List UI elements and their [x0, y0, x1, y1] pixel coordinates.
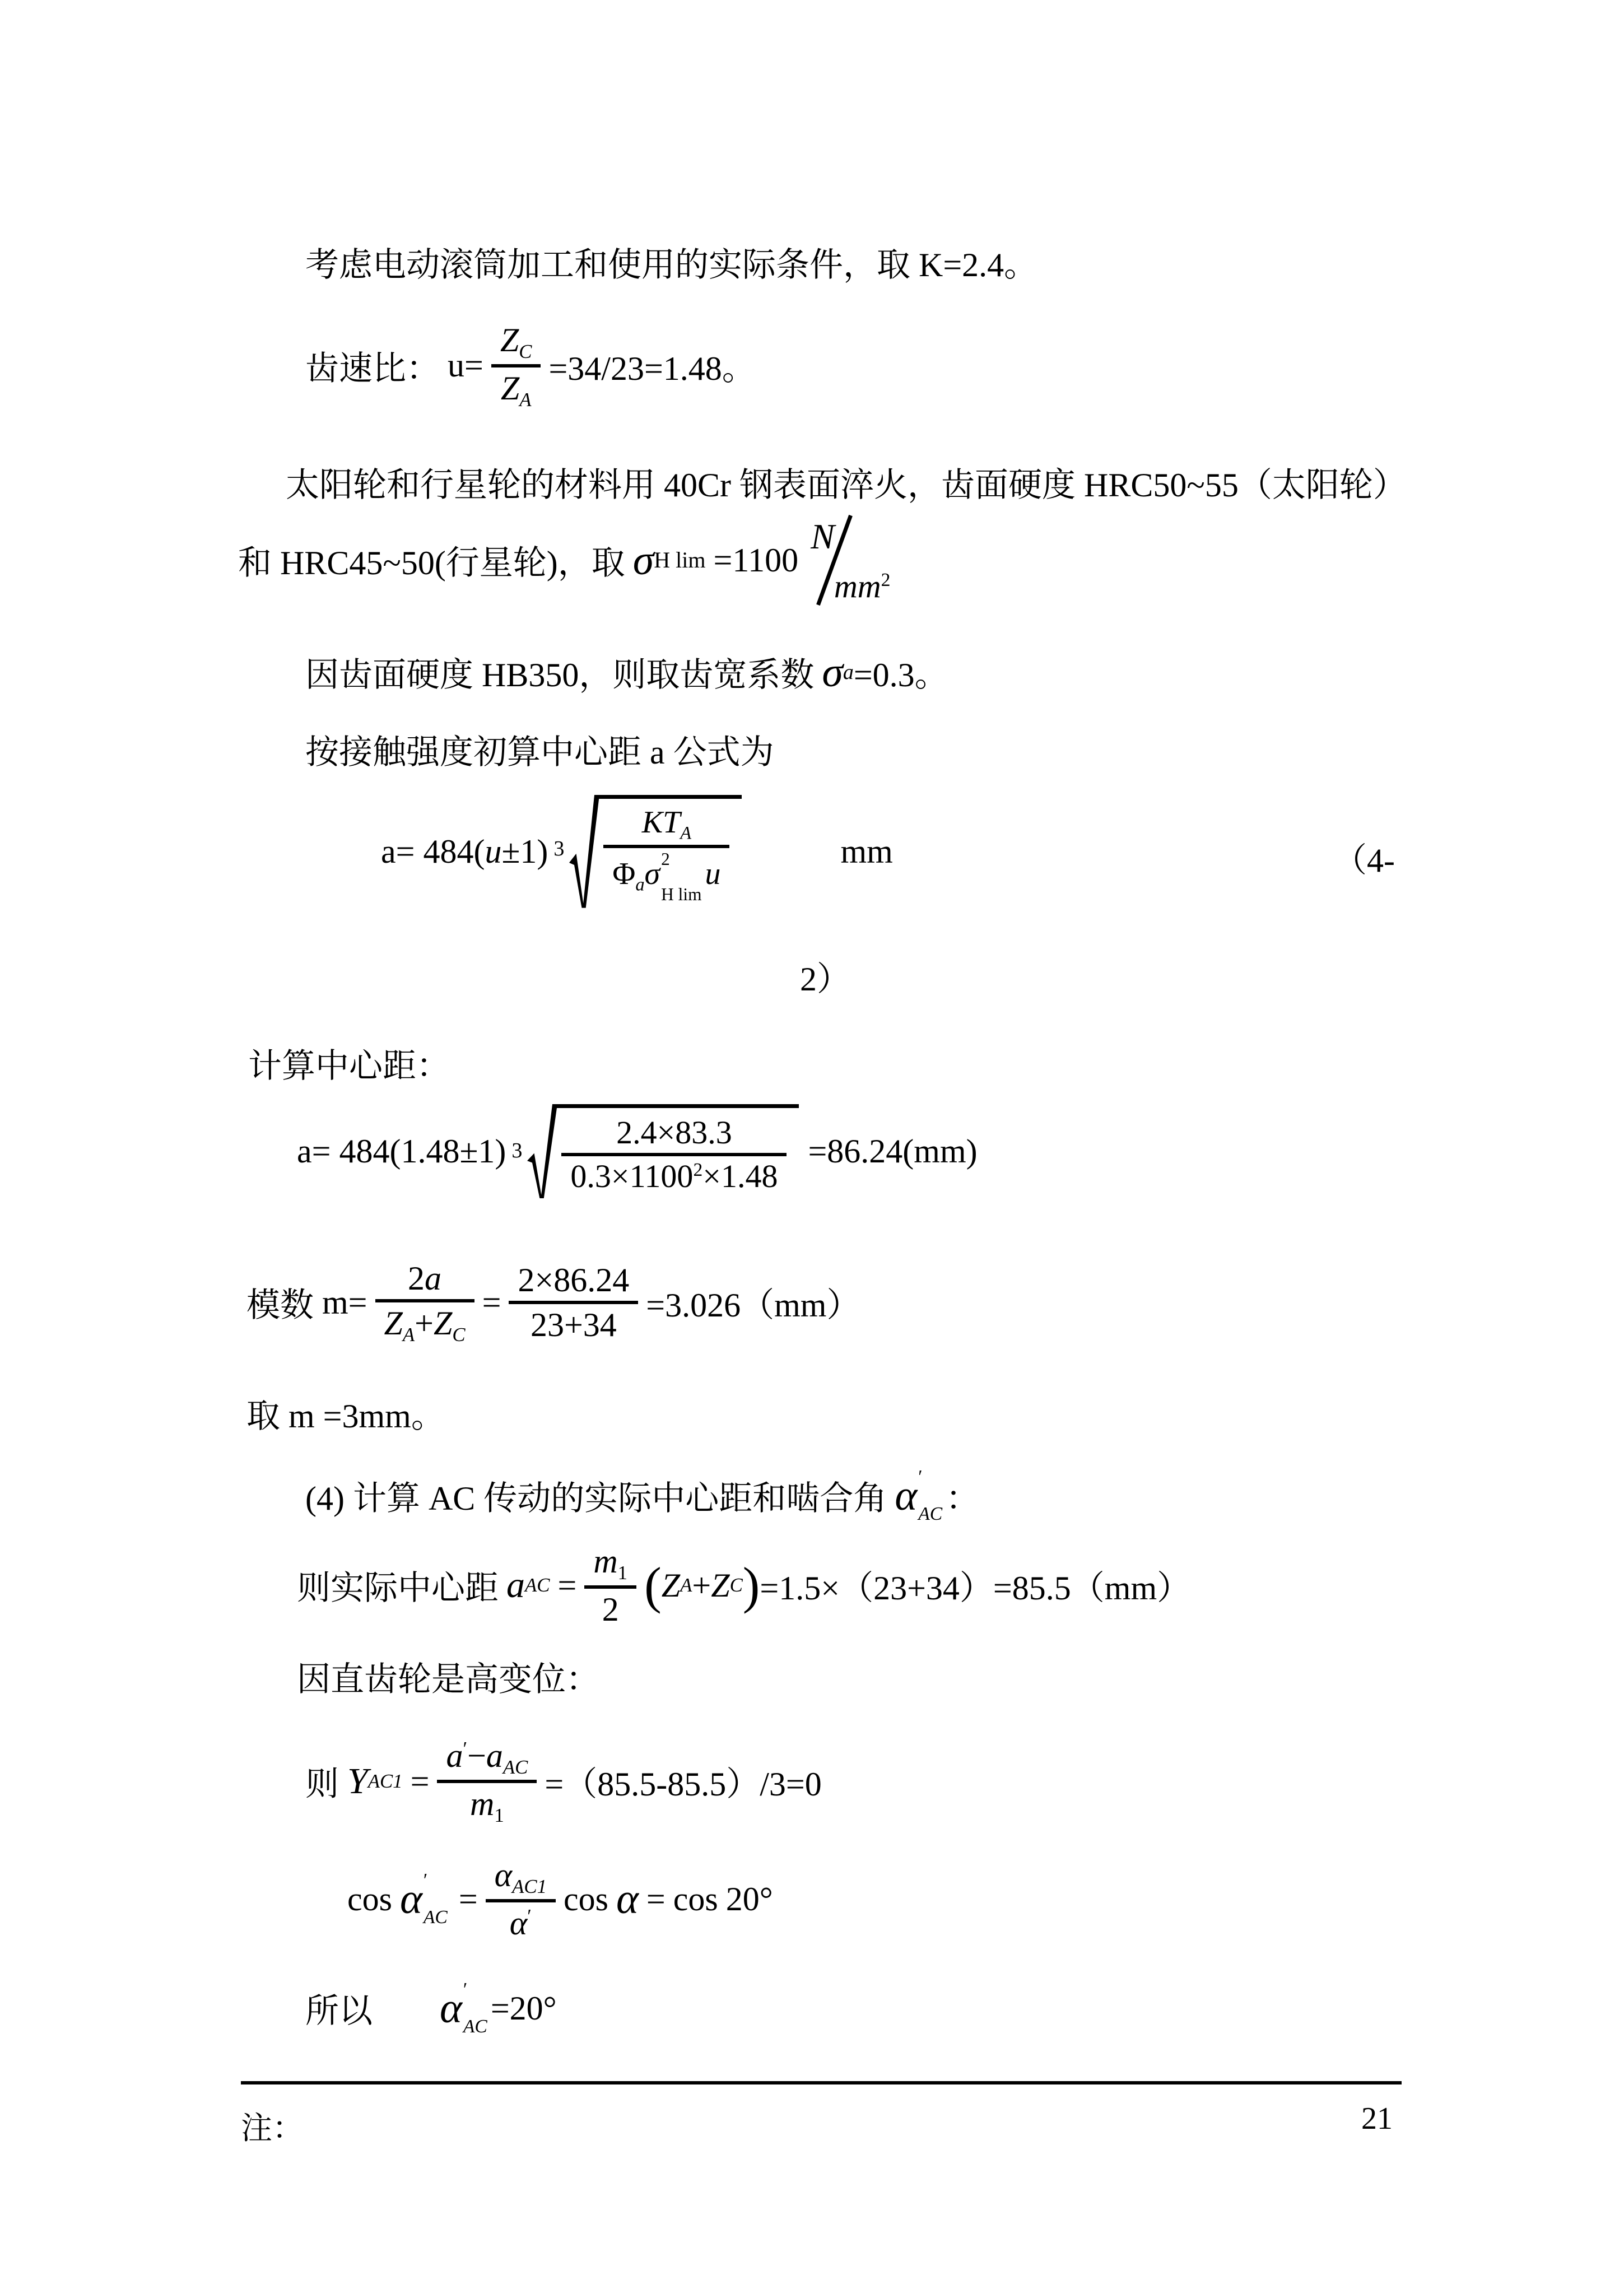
z2-sub: C	[452, 1324, 466, 1346]
width-coeff-pre: 因齿面硬度 HB350，则取齿宽系数	[305, 657, 815, 694]
width-coeff-post: =0.3。	[853, 657, 948, 694]
step4-post: ：	[946, 1480, 980, 1517]
unit-numerator: N	[811, 517, 835, 556]
a-prime: ′	[463, 1738, 468, 1760]
unit-mm: mm	[834, 567, 881, 604]
alpha1-sub: AC	[423, 1907, 448, 1928]
sigma-a-symbol: σ	[822, 648, 843, 696]
alpha-sub: AC	[463, 2016, 487, 2037]
conclusion-rhs: =20°	[490, 1989, 557, 2027]
module-fraction-2	[509, 1259, 638, 1346]
num-var: a	[425, 1260, 442, 1297]
sigma-supsub	[661, 850, 701, 904]
alpha-symbol: α	[895, 1472, 918, 1519]
a-ac-sub: AC	[525, 1574, 550, 1596]
m-base: m	[593, 1543, 618, 1580]
root-index: 3	[553, 836, 565, 860]
num-coef: 2	[408, 1260, 425, 1297]
alpha-supsub	[463, 1980, 487, 2036]
module-fraction-1	[375, 1258, 474, 1347]
formula-pm: ±1)	[501, 832, 548, 870]
angle-value: 20°	[725, 1880, 773, 1918]
y-calc-pre: 则	[305, 1766, 347, 1803]
module-choice	[246, 1389, 445, 1437]
sigma-hlim-value: =1100	[713, 541, 799, 579]
footer-divider	[241, 2081, 1402, 2084]
cube-root	[550, 795, 742, 908]
m1-over-2-fraction	[584, 1541, 636, 1630]
y-eq: =	[410, 1762, 430, 1800]
gear-ratio-lhs: u=	[448, 347, 483, 384]
formula-lhs: a=	[381, 832, 424, 870]
a-prime-base: a	[446, 1737, 463, 1775]
fraction-denominator	[561, 1156, 787, 1197]
alpha-ac1-sub: AC1	[512, 1876, 547, 1898]
z1-sub: A	[402, 1324, 415, 1346]
z2: Z	[434, 1305, 453, 1342]
module-lhs: m=	[322, 1283, 367, 1321]
unit-n-per-mm2	[811, 513, 890, 608]
material-line2	[238, 510, 890, 611]
alpha-symbol: α	[440, 1984, 462, 2032]
width-coeff-line	[305, 641, 948, 703]
alpha-sub: AC	[918, 1504, 943, 1524]
gear-ratio-line	[305, 297, 756, 434]
cube-root	[508, 1104, 799, 1199]
paragraph-condition	[305, 238, 1037, 286]
alpha1-supsub	[424, 1871, 448, 1927]
cos-calc-line	[347, 1837, 773, 1961]
actual-center-pre: 则实际中心距	[297, 1570, 499, 1607]
alpha2: α	[616, 1875, 639, 1923]
m1-sub: 1	[494, 1804, 504, 1827]
z2-sub: C	[729, 1574, 743, 1596]
conclusion-pre: 所以	[305, 1993, 373, 2030]
fraction-numerator	[486, 1854, 556, 1899]
unit-denominator	[834, 567, 891, 605]
gear-ratio-label: 齿速比：	[305, 350, 440, 387]
equation-number-open	[1333, 834, 1395, 882]
fraction-numerator	[437, 1735, 537, 1780]
minus: −	[467, 1737, 486, 1775]
y-base: Y	[347, 1761, 368, 1802]
fraction-denominator	[461, 1783, 513, 1828]
material-line1-text: 太阳轮和行星轮的材料用 40Cr 钢表面淬火，齿面硬度 HRC50~55（太阳轮）	[286, 467, 1407, 504]
den-pre: 0.3×1100	[570, 1157, 694, 1194]
unit-exponent: 2	[881, 569, 891, 590]
fraction-numerator	[584, 1541, 636, 1585]
fraction-denominator	[603, 848, 729, 906]
fraction-numerator: 2.4×83.3	[616, 1114, 732, 1151]
den-post: ×1.48	[702, 1157, 778, 1194]
kta-sub: A	[680, 823, 692, 844]
paren-open: (	[644, 1557, 662, 1614]
kta-base: KT	[641, 805, 681, 840]
calc-pm: ±1)	[459, 1132, 506, 1170]
sigma-symbol: σ	[644, 857, 660, 892]
cos2: cos	[564, 1880, 609, 1918]
formula-intro-text: 按接触强度初算中心距 a 公式为	[305, 734, 774, 771]
formula-var-u: u	[485, 832, 502, 870]
gear-ratio-rhs: =34/23=1.48。	[548, 350, 756, 387]
sigma-a-sub: a	[843, 660, 854, 684]
radicand	[598, 795, 742, 908]
calc-coef: 484(1.48	[339, 1132, 460, 1170]
eqno-close-text: 2）	[800, 961, 850, 998]
module-rhs: =3.026（mm）	[646, 1287, 860, 1324]
phi-symbol: Φ	[612, 857, 636, 892]
den-u: u	[705, 857, 721, 892]
center-distance-calc	[297, 1084, 978, 1218]
actual-center-eq: =	[557, 1566, 577, 1604]
m-sub: 1	[617, 1562, 628, 1584]
alpha-prime: ′	[918, 1467, 923, 1488]
plus: +	[692, 1566, 711, 1604]
z2: Z	[711, 1566, 730, 1604]
material-line2-pre: 和 HRC45~50(行星轮)，取	[238, 545, 625, 581]
fraction-denominator	[492, 367, 541, 412]
z1-sub: A	[680, 1574, 692, 1596]
za-base: Z	[500, 369, 520, 407]
fraction-numerator: 2×86.24	[518, 1262, 630, 1299]
center-distance-formula	[381, 781, 893, 922]
high-shift-note	[297, 1653, 599, 1701]
actual-center-line	[297, 1524, 1190, 1647]
paren-close: )	[742, 1557, 760, 1614]
page-number-text: 21	[1361, 2101, 1393, 2136]
y-rhs: =（85.5-85.5）/3=0	[545, 1766, 822, 1803]
z1: Z	[384, 1305, 403, 1342]
radicand-fraction	[561, 1113, 787, 1197]
cos-eq: =	[458, 1880, 478, 1918]
alpha-prime: ′	[463, 1979, 468, 2000]
module-calc-line	[246, 1241, 860, 1364]
paragraph-condition-text: 考虑电动滚筒加工和使用的实际条件，取 K=2.4。	[305, 246, 1038, 283]
a-ac-sub: AC	[502, 1756, 528, 1779]
alpha-prime-base: α	[509, 1904, 528, 1942]
equation-number-close	[800, 952, 850, 1001]
step4-heading	[305, 1459, 979, 1532]
step4-pre: (4) 计算 AC 传动的实际中心距和啮合角	[305, 1480, 887, 1517]
root-index: 3	[511, 1138, 523, 1162]
sigma-hlim-sub: H lim	[654, 547, 706, 573]
formula-intro	[305, 725, 774, 774]
formula-coef: 484(	[423, 832, 485, 870]
module-eq: =	[482, 1283, 501, 1321]
material-line1	[286, 458, 1407, 506]
calc-intro	[248, 1039, 450, 1087]
a-ac-base: a	[506, 1565, 525, 1606]
gear-ratio-fraction	[491, 319, 541, 412]
fraction-denominator: 2	[602, 1590, 619, 1628]
cos-fraction	[486, 1854, 556, 1944]
phi-sub: a	[635, 874, 645, 895]
conclusion-line	[305, 1972, 557, 2045]
fraction-denominator	[501, 1902, 541, 1944]
cos1: cos	[347, 1880, 392, 1918]
module-choice-text: 取 m =3mm。	[246, 1398, 445, 1435]
y-calc-line	[305, 1720, 822, 1843]
fraction-numerator	[633, 803, 700, 845]
zc-sub: C	[519, 340, 532, 362]
calc-lhs: a=	[297, 1132, 339, 1170]
fraction-numerator	[491, 319, 541, 364]
a-ac-base: a	[486, 1737, 503, 1775]
y-fraction	[437, 1735, 537, 1828]
module-label: 模数	[246, 1287, 322, 1324]
z1: Z	[661, 1566, 681, 1604]
fraction-numerator	[399, 1258, 450, 1299]
footer-note	[241, 2104, 304, 2148]
cos-eq2: =	[646, 1880, 666, 1918]
calc-intro-text: 计算中心距：	[248, 1048, 450, 1085]
sigma-hlim-symbol: σ	[632, 536, 654, 584]
cos3: cos	[673, 1880, 718, 1918]
den-exp: 2	[693, 1159, 703, 1180]
fraction-denominator: 23+34	[530, 1306, 617, 1343]
eqno-open-text: （4-	[1333, 842, 1395, 879]
formula-unit: mm	[840, 832, 893, 870]
radical-sign-icon	[569, 795, 599, 908]
actual-center-rhs: =1.5×（23+34）=85.5（mm）	[760, 1570, 1191, 1607]
alpha1-prime: ′	[423, 1870, 428, 1891]
alpha-ac1-base: α	[494, 1856, 513, 1894]
sigma-sup: 2	[661, 849, 670, 869]
radicand	[556, 1104, 799, 1199]
calc-rhs: =86.24(mm)	[808, 1132, 978, 1170]
sigma-sub: H lim	[661, 885, 702, 905]
footer-note-text: 注：	[241, 2111, 304, 2146]
plus: +	[415, 1305, 434, 1342]
alpha-supsub	[918, 1468, 942, 1523]
alpha1: α	[399, 1875, 422, 1923]
y-sub: AC1	[367, 1770, 403, 1792]
page-number	[1361, 2101, 1393, 2137]
high-shift-note-text: 因直齿轮是高变位：	[297, 1661, 599, 1698]
alpha-prime-mark: ′	[527, 1905, 532, 1928]
radical-sign-icon	[527, 1104, 557, 1199]
radicand-fraction	[603, 803, 729, 906]
zc-base: Z	[500, 321, 519, 359]
fraction-denominator	[375, 1302, 474, 1347]
m1-base: m	[470, 1785, 495, 1822]
za-sub: A	[519, 388, 532, 411]
